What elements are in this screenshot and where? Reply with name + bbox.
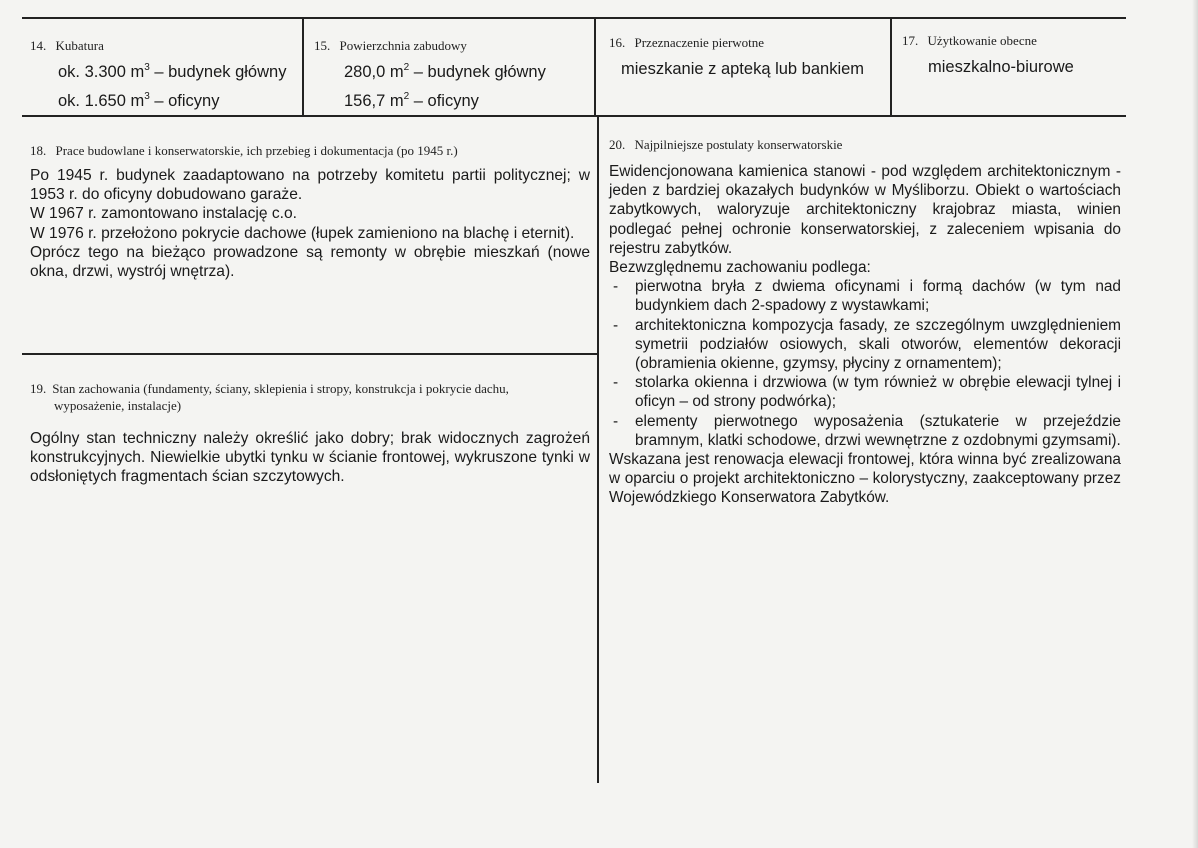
field-20-outro: Wskazana jest renowacja elewacji frontowej, która winna być zrealizowana w oparciu o projekt architektoniczno – kolorystyczny, zaakceptowany przez Wojewódzkiego Konserwatora Zabytków. bbox=[609, 451, 1121, 507]
field-15-line-2: 156,7 $m^2$ – oficyny bbox=[344, 90, 479, 110]
field-20-intro: Ewidencjonowana kamienica stanowi - pod względem architektonicznym - jeden z bardziej okazałych budynków w Myśliborzu. Obiekt o wartościach zabytkowych, waloryzuje architektoniczny krajobraz miasta, winien podlegać pełnej ochronie konserwatorskiej, z zaleceniem wpisania do rejestru zabytków. bbox=[609, 163, 1121, 257]
field-20-postulaty bbox=[609, 136, 1121, 508]
scan-edge bbox=[1192, 0, 1198, 848]
field-18-text bbox=[30, 166, 590, 281]
divider-18-19 bbox=[22, 353, 597, 355]
divider-16-17 bbox=[890, 17, 892, 117]
field-15-line-1: 280,0 $m^2$ – budynek główny bbox=[344, 61, 546, 81]
list-item: - architektoniczna kompozycja fasady, ze szczególnym uwzględnieniem symetrii podziałów osiowych, skali otworów, elementów dekoracji (obramienia okienne, gzymsy, płyciny z ornamentem); bbox=[609, 316, 1121, 374]
field-18-prace-budowlane bbox=[30, 142, 590, 281]
field-18-paragraph: Oprócz tego na bieżąco prowadzone są remonty w obrębie mieszkań (nowe okna, drzwi, wystrój wnętrza). bbox=[30, 243, 590, 281]
field-18-paragraph: W 1967 r. zamontowano instalację c.o. bbox=[30, 205, 297, 223]
field-19-number: 19. bbox=[30, 381, 47, 396]
field-16-label: Przeznaczenie pierwotne bbox=[634, 35, 765, 50]
field-16-number: 16. bbox=[609, 35, 626, 50]
field-18-header bbox=[30, 142, 590, 159]
field-19-header bbox=[30, 380, 590, 414]
divider-14-15 bbox=[302, 17, 304, 117]
field-16-value: mieszkanie z apteką lub bankiem bbox=[621, 60, 865, 78]
field-20-header bbox=[609, 136, 1121, 153]
field-15-header bbox=[314, 37, 590, 54]
field-20-label: Najpilniejsze postulaty konserwatorskie bbox=[634, 137, 843, 152]
field-15-label: Powierzchnia zabudowy bbox=[339, 38, 467, 53]
field-19-label: Stan zachowania (fundamenty, ściany, sklepienia i stropy, konstrukcja i pokrycie dachu, bbox=[52, 381, 509, 396]
list-item: - elementy pierwotnego wyposażenia (sztukaterie w przejeździe bramnym, klatki schodowe, drzwi wewnętrzne z ozdobnymi gzymsami). bbox=[609, 412, 1121, 450]
field-19-label-continued: wyposażenie, instalacje) bbox=[54, 398, 182, 413]
list-item: - stolarka okienna i drzwiowa (w tym również w obrębie elewacji tylnej i oficyn – od strony podwórka); bbox=[609, 373, 1121, 411]
field-19-stan-zachowania bbox=[30, 380, 590, 487]
field-17-uzytkowanie bbox=[902, 32, 1122, 78]
field-14-label: Kubatura bbox=[55, 38, 104, 53]
field-14-kubatura bbox=[30, 37, 298, 112]
field-16-header bbox=[609, 34, 885, 51]
field-20-number: 20. bbox=[609, 137, 626, 152]
field-17-value: mieszkalno-biurowe bbox=[928, 58, 1074, 76]
field-15-number: 15. bbox=[314, 38, 331, 53]
top-border bbox=[22, 17, 1126, 19]
field-14-header bbox=[30, 37, 298, 54]
field-17-label: Użytkowanie obecne bbox=[927, 33, 1037, 48]
field-15-value bbox=[344, 62, 590, 112]
field-18-label: Prace budowlane i konserwatorskie, ich przebieg i dokumentacja (po 1945 r.) bbox=[55, 143, 458, 158]
field-14-value bbox=[58, 62, 298, 112]
field-20-text bbox=[609, 162, 1121, 508]
field-19-text: Ogólny stan techniczny należy określić jako dobry; brak widocznych zagrożeń konstrukcyjnych. Niewielkie ubytki tynku w ścianie frontowej, wykruszone tynki w odsłoniętych fragmentach ścian szczytowych. bbox=[30, 430, 590, 486]
field-18-paragraph: Po 1945 r. budynek zaadaptowano na potrzeby komitetu partii politycznej; w 1953 r. do oficyny dobudowano garaże. bbox=[30, 167, 590, 204]
main-vertical-divider bbox=[597, 117, 599, 783]
divider-15-16 bbox=[594, 17, 596, 117]
row1-bottom-border bbox=[22, 115, 1126, 117]
field-18-paragraph: W 1976 r. przełożono pokrycie dachowe (łupek zamieniono na blachę i eternit). bbox=[30, 224, 575, 242]
field-16-przeznaczenie bbox=[609, 34, 885, 80]
field-17-header bbox=[902, 32, 1122, 49]
field-17-number: 17. bbox=[902, 33, 919, 48]
field-18-number: 18. bbox=[30, 143, 47, 158]
field-15-powierzchnia bbox=[314, 37, 590, 112]
field-14-number: 14. bbox=[30, 38, 47, 53]
field-14-line-1: ok. 3.300 $m^3$ – budynek główny bbox=[58, 61, 287, 81]
field-20-bullet-list bbox=[609, 277, 1121, 450]
field-14-line-2: ok. 1.650 $m^3$ – oficyny bbox=[58, 90, 220, 110]
list-item: - pierwotna bryła z dwiema oficynami i formą dachów (w tym nad budynkiem dach 2-spadowy z wystawkami; bbox=[609, 277, 1121, 315]
field-20-subhead: Bezwzględnemu zachowaniu podlega: bbox=[609, 259, 871, 277]
